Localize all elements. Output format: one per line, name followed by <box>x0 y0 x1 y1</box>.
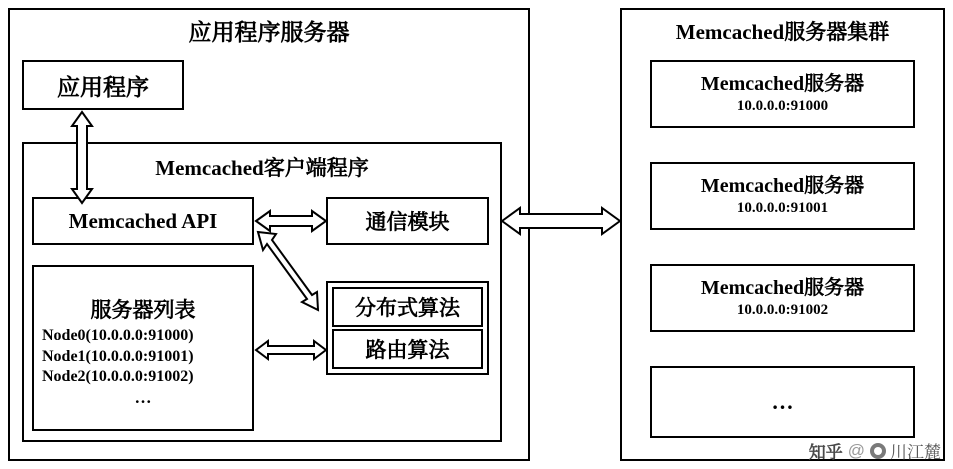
server-list-item: Node0(10.0.0.0:91000) <box>42 327 194 345</box>
watermark-avatar-icon <box>870 443 886 459</box>
distributed-algorithm-box <box>332 287 483 327</box>
memcached-server-address: 10.0.0.0:91002 <box>736 302 829 318</box>
watermark-separator: @ <box>847 440 865 460</box>
memcached-cluster-title: Memcached服务器集群 <box>675 20 890 44</box>
memcached-server-name: Memcached服务器 <box>700 277 865 299</box>
distributed-algorithm-label: 分布式算法 <box>355 296 460 320</box>
routing-algorithm-label: 路由算法 <box>365 338 450 362</box>
server-list-ellipsis: … <box>134 387 152 407</box>
server-list-item: Node2(10.0.0.0:91002) <box>42 368 194 386</box>
memcached-server-name: Memcached服务器 <box>700 73 865 95</box>
memcached-api-label: Memcached API <box>68 208 218 233</box>
application-program-label: 应用程序 <box>57 74 149 100</box>
memcached-client-title: Memcached客户端程序 <box>155 156 369 180</box>
communication-module-box <box>326 197 489 245</box>
memcached-server-ellipsis: … <box>771 389 794 414</box>
watermark-site: 知乎 <box>808 443 843 462</box>
server-list-item: Node1(10.0.0.0:91001) <box>42 347 194 365</box>
watermark-user: 川江麓 <box>890 443 941 462</box>
watermark <box>809 438 941 463</box>
memcached-server-more-box <box>650 366 915 438</box>
memcached-server-box <box>650 60 915 128</box>
routing-algorithm-box <box>332 329 483 369</box>
memcached-api-box <box>32 197 254 245</box>
memcached-server-address: 10.0.0.0:91001 <box>736 200 829 216</box>
server-list-title: 服务器列表 <box>90 298 196 323</box>
memcached-server-box <box>650 162 915 230</box>
memcached-server-box <box>650 264 915 332</box>
communication-module-label: 通信模块 <box>365 210 450 234</box>
memcached-server-name: Memcached服务器 <box>700 175 865 197</box>
application-server-title: 应用程序服务器 <box>188 20 350 45</box>
application-program-box <box>22 60 184 110</box>
memcached-server-address: 10.0.0.0:91000 <box>736 98 829 114</box>
server-list-box <box>32 265 254 431</box>
